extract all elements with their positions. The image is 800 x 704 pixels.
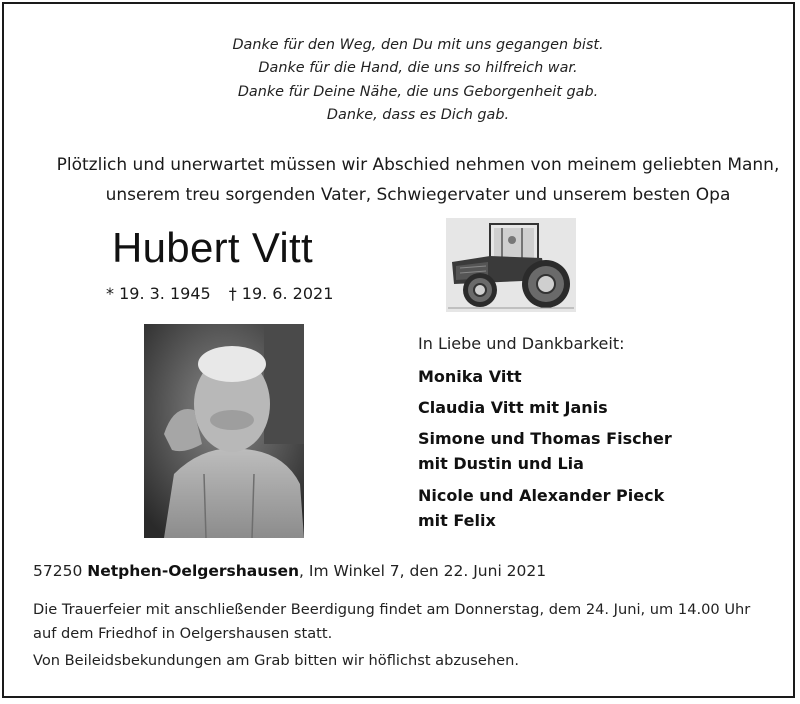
ceremony-info [33, 598, 750, 645]
portrait-photo [144, 324, 304, 538]
family-member-line: mit Dustin und Lia [418, 454, 584, 473]
family-member-line: Nicole und Alexander Pieck [418, 486, 665, 505]
ceremony-line: Die Trauerfeier mit anschließender Beerdigung findet am Donnerstag, dem 24. Juni, um 14.00 Uhr [33, 601, 751, 618]
condolence-note: Von Beileidsbekundungen am Grab bitten wir höflichst abzusehen. [33, 652, 519, 669]
intro-text [0, 150, 800, 210]
address-rest: , Im Winkel 7, den 22. Juni 2021 [299, 562, 547, 580]
life-dates [106, 284, 333, 303]
family-member [418, 364, 522, 389]
poem [0, 34, 800, 128]
birth-date: * 19. 3. 1945 [106, 284, 211, 303]
poem-line: Danke für den Weg, den Du mit uns gegangen bist. [232, 37, 604, 53]
address-zip: 57250 [33, 562, 83, 580]
ceremony-line: auf dem Friedhof in Oelgershausen statt. [33, 624, 333, 642]
deceased-name: Hubert Vitt [112, 224, 313, 271]
thanks-heading: In Liebe und Dankbarkeit: [418, 334, 625, 353]
tractor-drawing [446, 218, 576, 312]
family-member [418, 426, 672, 476]
family-member-line: Monika Vitt [418, 367, 522, 386]
family-member [418, 483, 664, 533]
poem-line: Danke, dass es Dich gab. [326, 107, 510, 124]
poem-line: Danke für die Hand, die uns so hilfreich war. [258, 60, 578, 77]
death-date: † 19. 6. 2021 [228, 284, 334, 303]
family-member-line: Claudia Vitt mit Janis [418, 398, 608, 417]
family-member [418, 395, 608, 420]
address-line [33, 562, 546, 580]
intro-line: unserem treu sorgenden Vater, Schwiegervater und unserem besten Opa [105, 185, 731, 205]
address-town: Netphen-Oelgershausen [87, 562, 300, 580]
family-member-line: mit Felix [418, 511, 496, 530]
intro-line: Plötzlich und unerwartet müssen wir Abschied nehmen von meinem geliebten Mann, [56, 155, 780, 175]
poem-line: Danke für Deine Nähe, die uns Geborgenheit gab. [237, 83, 599, 100]
family-member-line: Simone und Thomas Fischer [418, 429, 672, 448]
